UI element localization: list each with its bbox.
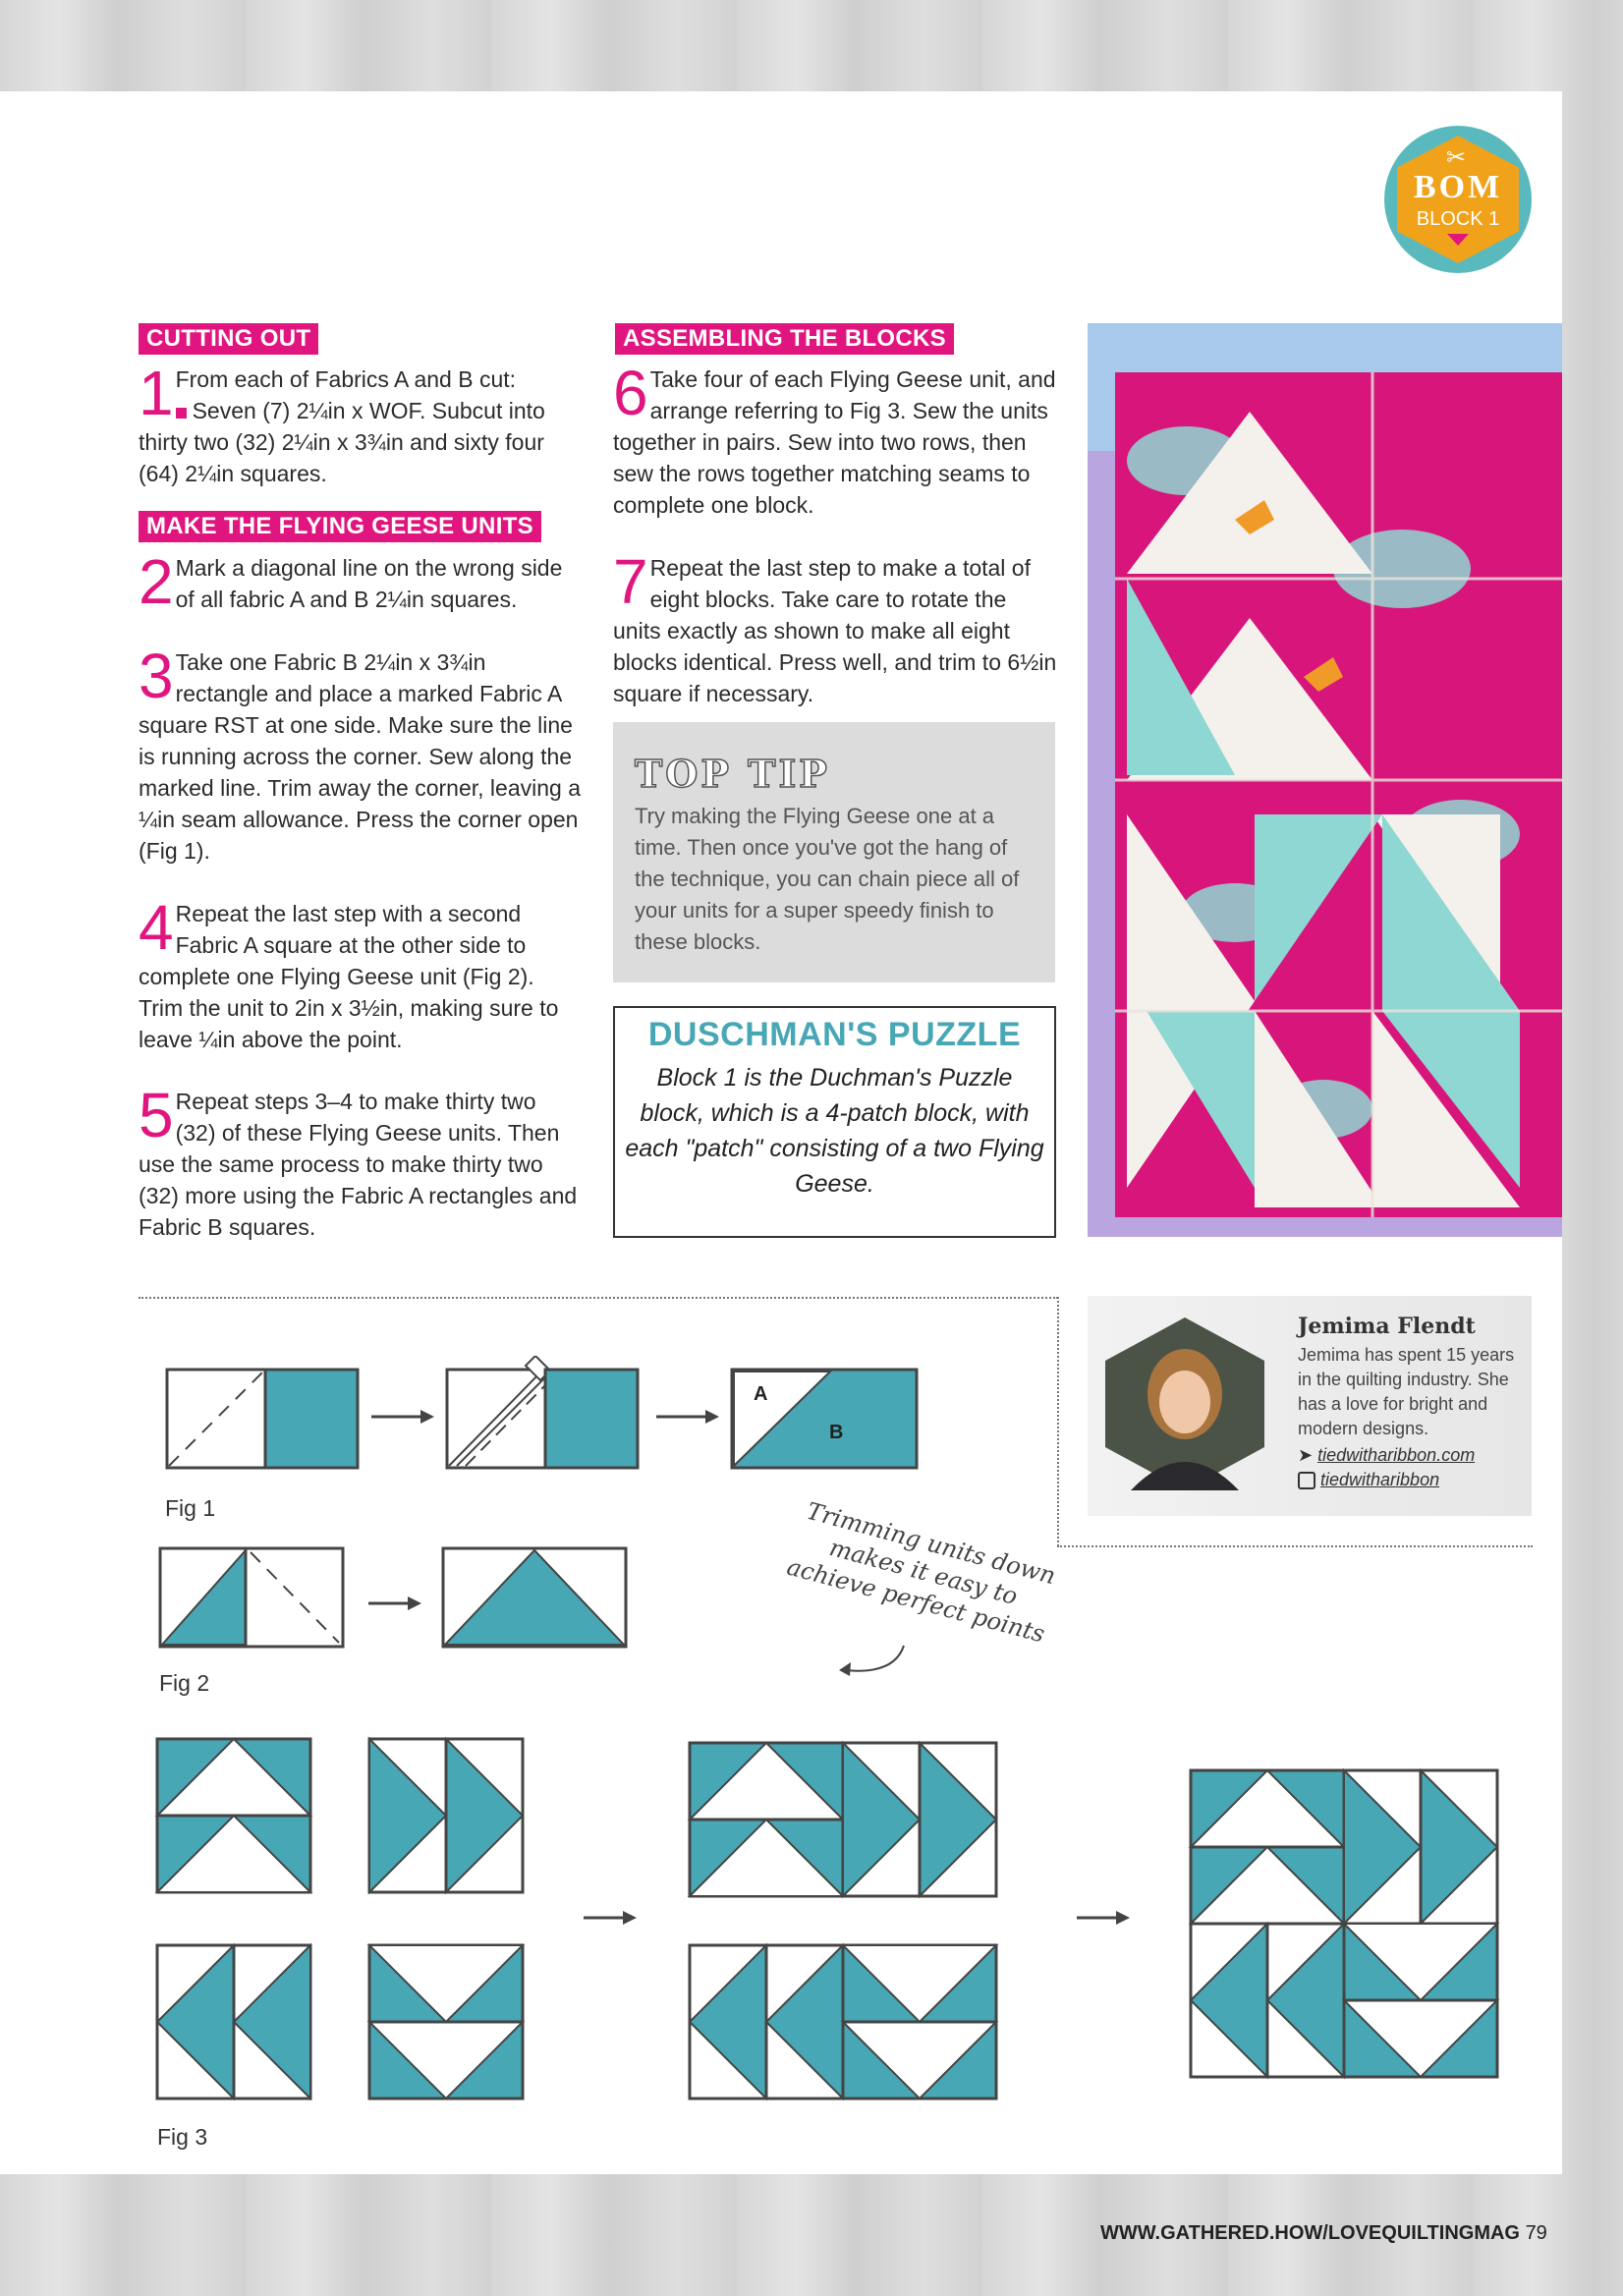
footer bbox=[1100, 2222, 1547, 2245]
page-number: 79 bbox=[1525, 2222, 1547, 2244]
fig3-unit-down bbox=[369, 1945, 523, 2099]
badge-arrow bbox=[1447, 234, 1469, 246]
step-5 bbox=[139, 1080, 581, 1243]
cutting-out-header: CUTTING OUT bbox=[139, 323, 318, 355]
step-1-detail: Seven (7) 2¼in x WOF. Subcut into thirty two (32) 2¼in x 3¾in and sixty four (64) 2¼in squares. bbox=[139, 398, 545, 486]
note-arrow-icon bbox=[835, 1641, 914, 1685]
fig-2-diagram bbox=[152, 1542, 644, 1651]
step-1 bbox=[139, 358, 581, 489]
fig3-unit-left bbox=[157, 1945, 310, 2099]
badge-title: BOM bbox=[1413, 169, 1503, 205]
fabric-a-label: A bbox=[754, 1383, 768, 1405]
instagram-handle[interactable]: tiedwitharibbon bbox=[1320, 1470, 1440, 1489]
website-link[interactable] bbox=[1298, 1445, 1475, 1466]
fig-1-label: Fig 1 bbox=[165, 1495, 216, 1521]
step-number: 3 bbox=[139, 641, 174, 711]
step-3-text: Take one Fabric B 2¼in x 3¾in rectangle and place a marked Fabric A square RST at one side. Make sure the line is running across the corner. Sew along the marked line. Trim away the corner, leaving a ¼in seam allowance. Press the corner open (Fig 1). bbox=[139, 649, 581, 864]
trimming-note: Trimming units down makes it easy to achieve perfect points bbox=[784, 1496, 1059, 1649]
fig-3-label: Fig 3 bbox=[157, 2124, 208, 2150]
fig3-final-block bbox=[1191, 1770, 1497, 2077]
step-2-text: Mark a diagonal line on the wrong side of all fabric A and B 2¼in squares. bbox=[175, 555, 563, 612]
step-6-text: Take four of each Flying Geese unit, and arrange referring to Fig 3. Sew the units together in pairs. Sew into two rows, then sew the rows together matching seams to complete one block. bbox=[613, 366, 1056, 518]
designer-bio bbox=[1088, 1296, 1532, 1516]
step-1-intro: From each of Fabrics A and B cut: bbox=[175, 366, 517, 392]
cursor-icon: ➤ bbox=[1298, 1445, 1314, 1465]
fig-1-diagram bbox=[157, 1356, 933, 1484]
top-tip-title: TOP TIP bbox=[635, 752, 830, 796]
figure-divider bbox=[139, 1297, 1058, 1299]
fig3-pair-top bbox=[690, 1743, 996, 1896]
flying-geese-header: MAKE THE FLYING GEESE UNITS bbox=[139, 511, 541, 542]
step-7-text: Repeat the last step to make a total of eight blocks. Take care to rotate the units exactly as shown to make all eight blocks identical. Press well, and trim to 6½in square if necessary. bbox=[613, 555, 1057, 706]
fig3-unit-up bbox=[157, 1739, 310, 1892]
step-2 bbox=[139, 546, 581, 617]
bio-divider-vertical bbox=[1057, 1297, 1059, 1546]
bom-badge bbox=[1384, 126, 1532, 273]
badge-subtitle: BLOCK 1 bbox=[1416, 208, 1500, 230]
step-4-text: Repeat the last step with a second Fabric A square at the other side to complete one Flying Geese unit (Fig 2). Trim the unit to 2in x 3½in, making sure to leave ¼in above the point. bbox=[139, 901, 559, 1052]
step-number: 4 bbox=[139, 892, 174, 963]
puzzle-text: Block 1 is the Duchman's Puzzle block, which is a 4-patch block, with each "patch" consisting of a two Flying Geese. bbox=[625, 1064, 1044, 1198]
designer-name: Jemima Flendt bbox=[1298, 1314, 1476, 1339]
puzzle-title: DUSCHMAN'S PUZZLE bbox=[647, 1016, 1022, 1053]
assembling-header: ASSEMBLING THE BLOCKS bbox=[615, 323, 954, 355]
step-number: 7 bbox=[613, 546, 648, 617]
step-5-text: Repeat steps 3–4 to make thirty two (32) of these Flying Geese units. Then use the same process to make thirty two (32) more using the Fabric A rectangles and Fabric B squares. bbox=[139, 1089, 578, 1240]
footer-url[interactable]: WWW.GATHERED.HOW/LOVEQUILTINGMAG bbox=[1100, 2222, 1520, 2244]
fig3-pair-bottom bbox=[690, 1945, 996, 2099]
fabric-b-label: B bbox=[829, 1422, 844, 1443]
top-tip-box bbox=[613, 722, 1055, 982]
instagram-link[interactable] bbox=[1298, 1470, 1439, 1490]
step-4 bbox=[139, 892, 581, 1055]
step-number: 5 bbox=[139, 1080, 174, 1150]
instagram-icon bbox=[1298, 1472, 1315, 1489]
step-number: 6 bbox=[613, 358, 648, 428]
duschmans-puzzle-box bbox=[613, 1006, 1056, 1238]
step-number: 1 bbox=[139, 358, 174, 428]
bullet-icon bbox=[176, 408, 187, 419]
step-6 bbox=[613, 358, 1060, 521]
designer-description: Jemima has spent 15 years in the quilting industry. She has a love for bright and modern designs. bbox=[1298, 1345, 1515, 1438]
step-7 bbox=[613, 546, 1060, 709]
fig-2-label: Fig 2 bbox=[159, 1670, 210, 1696]
fig3-unit-right bbox=[369, 1739, 523, 1892]
step-number: 2 bbox=[139, 546, 174, 617]
designer-avatar bbox=[1101, 1316, 1268, 1492]
top-tip-text: Try making the Flying Geese one at a time. Then once you've got the hang of the technique, you can chain piece all of your units for a super speedy finish to these blocks. bbox=[635, 804, 1020, 954]
bio-divider-bottom bbox=[1057, 1545, 1533, 1547]
website-url[interactable]: tiedwitharibbon.com bbox=[1317, 1445, 1476, 1465]
scissors-icon: ✂ bbox=[1446, 144, 1467, 171]
step-3 bbox=[139, 641, 581, 867]
fig-3-diagram bbox=[147, 1729, 1513, 2112]
quilt-block-photo bbox=[1088, 323, 1562, 1237]
